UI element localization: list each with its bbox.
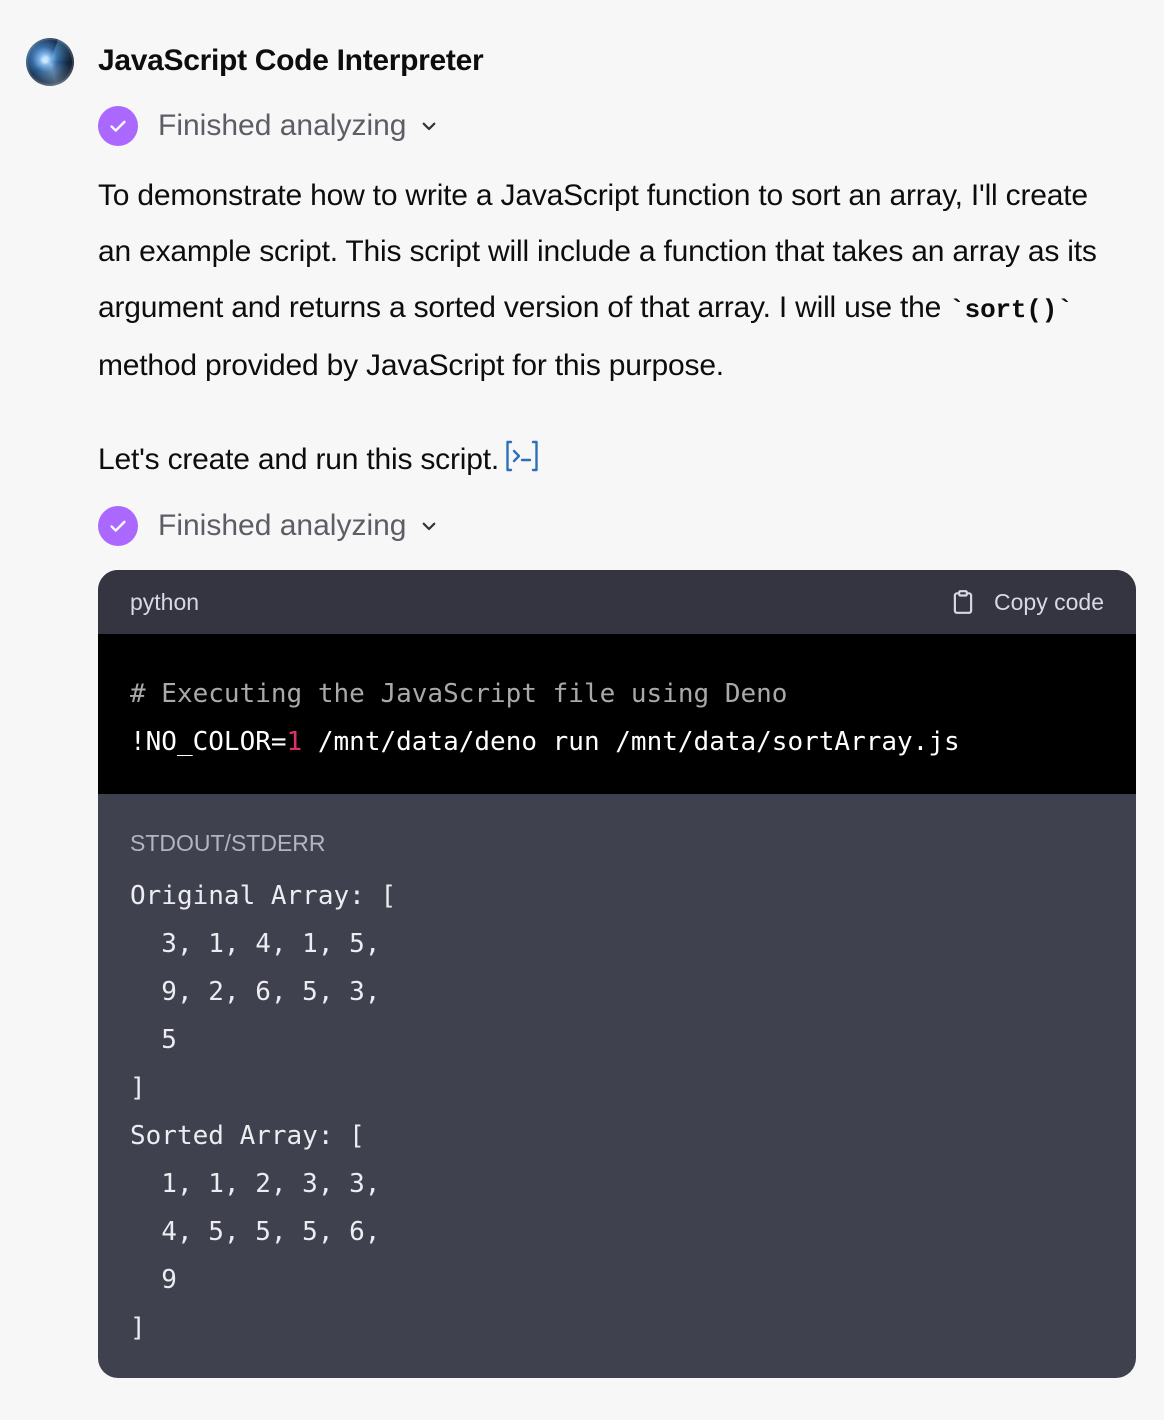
code-comment: # Executing the JavaScript file using Deno <box>130 679 788 709</box>
inline-code: `sort()` <box>949 295 1073 325</box>
output-text: Original Array: [ 3, 1, 4, 1, 5, 9, 2, 6, 5, 3, 5 ] Sorted Array: [ 1, 1, 2, 3, 3, 4, 5, 5, 5, 6, 9 ] <box>130 881 397 1343</box>
analysis-status-toggle[interactable] <box>98 505 438 547</box>
status-text: Finished analyzing <box>158 109 407 142</box>
copy-code-label: Copy code <box>994 588 1104 615</box>
clipboard-icon <box>950 589 976 615</box>
code-block-header <box>98 570 1136 634</box>
status-text: Finished analyzing <box>158 509 407 542</box>
code-number-token: 1 <box>286 727 303 757</box>
code-token: /mnt/data/deno run /mnt/data/sortArray.js <box>302 727 960 757</box>
chevron-down-icon <box>420 117 438 135</box>
code-content <box>98 634 1136 794</box>
chevron-down-icon <box>420 517 438 535</box>
check-icon <box>98 506 138 546</box>
copy-code-button[interactable] <box>950 589 1104 616</box>
message-paragraph <box>98 168 1128 394</box>
bot-avatar <box>26 38 74 86</box>
bot-name: JavaScript Code Interpreter <box>98 44 484 77</box>
code-language: python <box>130 588 200 615</box>
output-label: STDOUT/STDERR <box>130 830 326 856</box>
code-block <box>98 570 1136 1378</box>
check-icon <box>98 106 138 146</box>
code-token: !NO_COLOR= <box>130 727 287 757</box>
message-text: Let's create and run this script. <box>98 443 499 476</box>
message-paragraph <box>98 432 1128 488</box>
message-text: method provided by JavaScript for this purpose. <box>98 349 724 382</box>
output-section <box>98 794 1136 1352</box>
analysis-status-toggle[interactable] <box>98 105 438 147</box>
message-text: To demonstrate how to write a JavaScript function to sort an array, I'll create an example script. This script will include a function that takes an array as its argument and returns a sorted version of that array. I will use the <box>98 179 1097 324</box>
code-interpreter-icon[interactable] <box>503 439 541 473</box>
